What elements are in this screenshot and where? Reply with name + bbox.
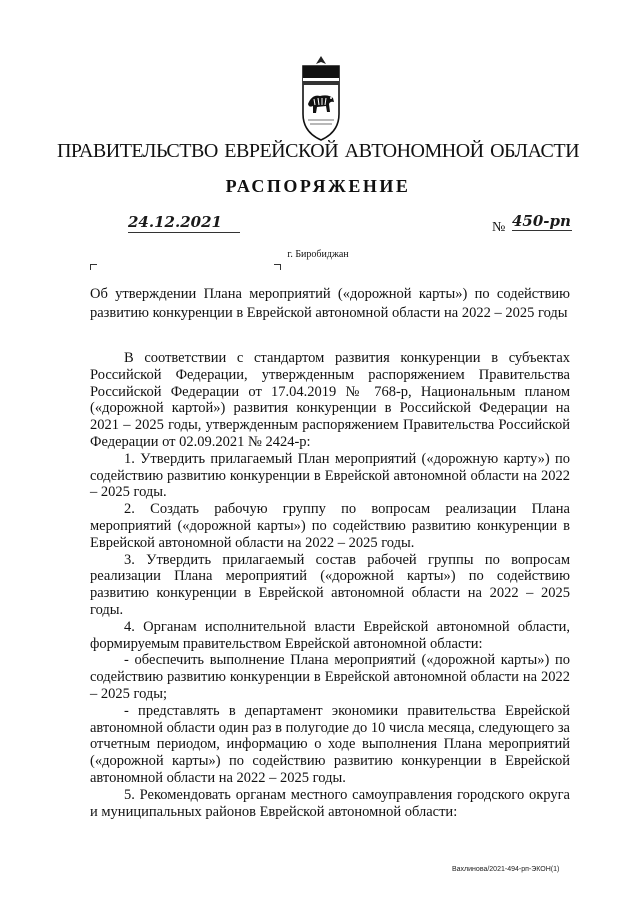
government-title: ПРАВИТЕЛЬСТВО ЕВРЕЙСКОЙ АВТОНОМНОЙ ОБЛАСТИ [56, 140, 580, 162]
subject-bracket-right [274, 264, 281, 270]
document-number: 450-рп [512, 212, 571, 230]
coat-of-arms-emblem [300, 54, 342, 142]
document-type-title: РАСПОРЯЖЕНИЕ [225, 176, 411, 196]
clause-2: 2. Создать рабочую группу по вопросам реализации Плана мероприятий («дорожной карты») по содействию развитию конкуренции в Еврейской автономной области на 2022 – 2025 годы. [90, 501, 570, 551]
document-date: 24.12.2021 [128, 213, 240, 233]
document-body [90, 350, 570, 820]
clause-1: 1. Утвердить прилагаемый План мероприятий («дорожную карту») по содействию развитию конкуренции в Еврейской автономной области на 2022 – 2025 годы. [90, 450, 570, 501]
clause-5: 5. Рекомендовать органам местного самоуправления городского округа и муниципальных районов Еврейской автономной области: [90, 786, 570, 820]
number-label: № [492, 220, 506, 235]
clause-4-item-1: - обеспечить выполнение Плана мероприятий («дорожной карты») по содействию развитию конкуренции в Еврейской автономной области на 2022 – 2025 годы; [90, 652, 570, 702]
preamble-paragraph: В соответствии с стандартом развития конкуренции в субъектах Российской Федерации, утвержденным распоряжением Правительства Российской Федерации от 17.04.2019 № 768-р, Национальным планом («дорожной картой») развития конкуренции в Российской Федерации на 2021 – 2025 годы, утвержденным распоряжением Правительства Российской Федерации от 02.09.2021 № 2424-р: [90, 350, 570, 450]
city: г. Биробиджан [287, 249, 349, 260]
clause-4: 4. Органам исполнительной власти Еврейской автономной области, формируемым правительством Еврейской автономной области: [90, 618, 570, 652]
clause-4-item-2: - представлять в департамент экономики правительства Еврейской автономной области один раз в полугодие до 10 числа месяца, следующего за отчетным периодом, информацию о ходе выполнения Плана мероприятий («дорожной карты») по содействию развитию конкуренции в Еврейской автономной области на 2022 – 2025 годы. [90, 702, 570, 786]
subject-bracket-left [90, 264, 97, 270]
footer-reference: Вахлинова/2021-494-рп-ЭКОН(1) [452, 866, 560, 873]
clause-3: 3. Утвердить прилагаемый состав рабочей группы по вопросам реализации Плана мероприятий («дорожной карты») по содействию развитию конкуренции в Еврейской автономной области на 2022 – 2025 годы. [90, 551, 570, 618]
document-subject: Об утверждении Плана мероприятий («дорожной карты») по содействию развитию конкуренции в Еврейской автономной области на 2022 – 2025 годы [90, 286, 570, 321]
